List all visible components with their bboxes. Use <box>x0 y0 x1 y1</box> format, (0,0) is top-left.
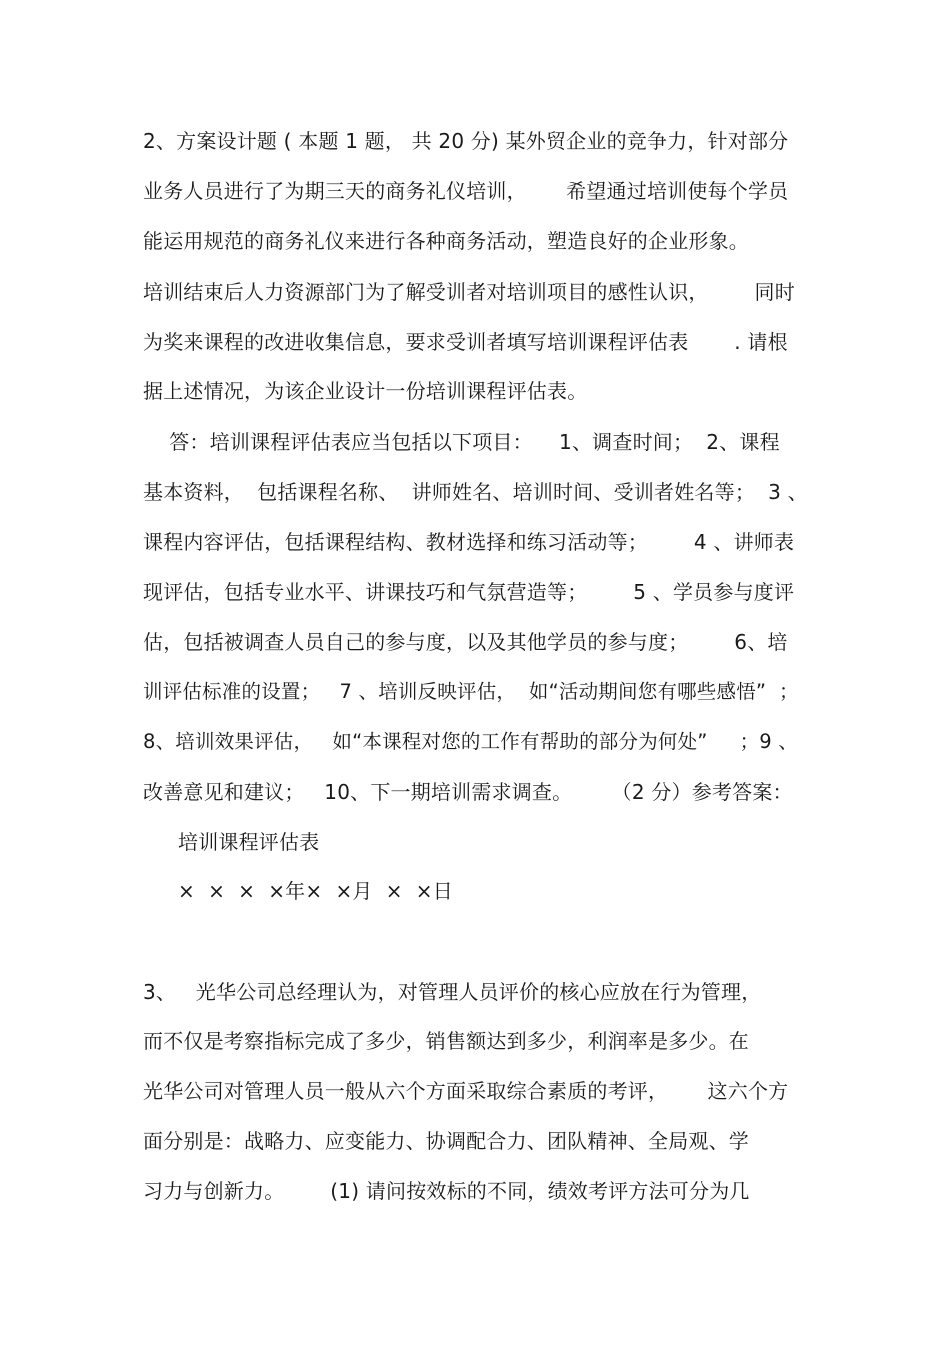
text-line: 面分别是：战略力、应变能力、协调配合力、团队精神、全局观、学 <box>143 1129 749 1153</box>
text-line: 课程内容评估，包括课程结构、教材选择和练习活动等； 4 、讲师表 <box>143 530 795 554</box>
text-line: 答：培训课程评估表应当包括以下项目： 1、调查时间； 2、课程 <box>143 430 780 454</box>
text-line: 培训结束后人力资源部门为了解受训者对培训项目的感性认识， 同时 <box>143 280 795 304</box>
text-line: 习力与创新力。 (1) 请问按效标的不同，绩效考评方法可分为几 <box>143 1179 750 1203</box>
text-line: 基本资料， 包括课程名称、 讲师姓名、培训时间、受训者姓名等； 3 、 <box>143 480 808 504</box>
text-line: 2、方案设计题 ( 本题 1 题， 共 20 分) 某外贸企业的竞争力，针对部分 <box>143 129 789 153</box>
text-line: 估，包括被调查人员自己的参与度，以及其他学员的参与度； 6、培 <box>143 630 788 654</box>
text-line: 8、培训效果评估， 如“本课程对您的工作有帮助的部分为何处” ；9 、 <box>143 730 799 753</box>
text-line: 训评估标准的设置； 7 、培训反映评估， 如“活动期间您有哪些感悟” ； <box>143 680 799 703</box>
text-line: 业务人员进行了为期三天的商务礼仪培训， 希望通过培训使每个学员 <box>143 179 789 203</box>
form-title: 培训课程评估表 <box>178 830 320 854</box>
text-line: 为奖来课程的改进收集信息，要求受训者填写培训课程评估表 . 请根 <box>143 330 788 354</box>
text-line: 光华公司对管理人员一般从六个方面采取综合素质的考评， 这六个方 <box>143 1079 789 1103</box>
text-line: 据上述情况，为该企业设计一份培训课程评估表。 <box>143 379 588 403</box>
text-line: 改善意见和建议； 10、下一期培训需求调查。 （2 分）参考答案： <box>143 780 793 804</box>
form-date: × × × ×年× ×月 × ×日 <box>178 879 453 903</box>
text-line: 而不仅是考察指标完成了多少，销售额达到多少，利润率是多少。在 <box>143 1029 749 1053</box>
text-line: 3、 光华公司总经理认为，对管理人员评价的核心应放在行为管理， <box>143 980 762 1004</box>
text-line: 现评估，包括专业水平、讲课技巧和气氛营造等； 5 、学员参与度评 <box>143 580 795 604</box>
text-line: 能运用规范的商务礼仪来进行各种商务活动，塑造良好的企业形象。 <box>143 229 749 253</box>
